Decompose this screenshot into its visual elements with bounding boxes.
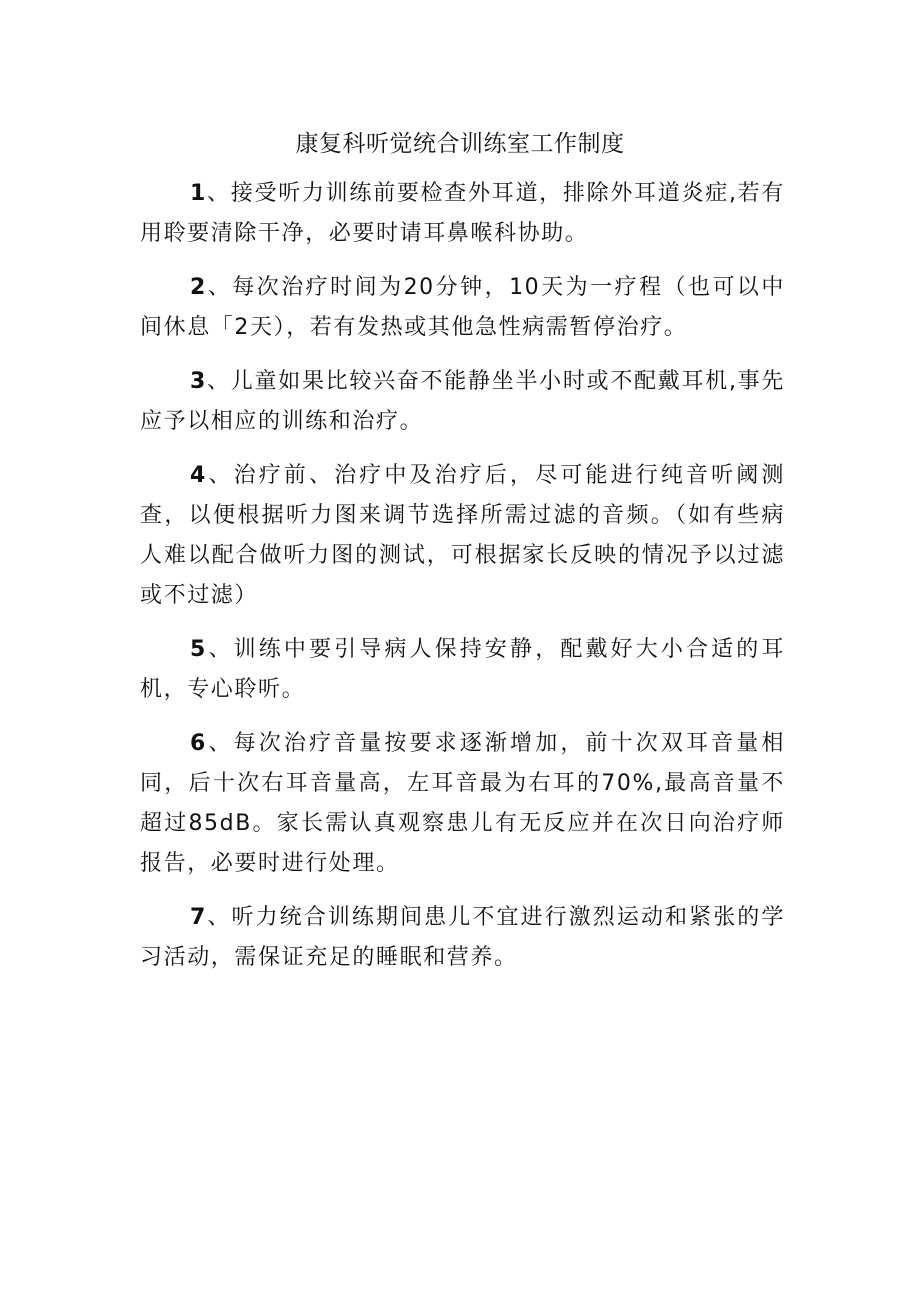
rule-number: 1 [190, 181, 207, 206]
rule-number: 3 [190, 369, 207, 394]
rule-text: 、每次治疗音量按要求逐渐增加，前十次双耳音量相同，后十次右耳音量高，左耳音最为右耳的70%,最高音量不超过85dB。家长需认真观察患儿有无反应并在次日向治疗师报告，必要时进行处理。 [140, 731, 785, 876]
rule-paragraph-7 [140, 898, 785, 978]
rule-paragraph-5 [140, 630, 785, 710]
rule-text: 、接受听力训练前要检查外耳道，排除外耳道炎症,若有用聆要清除干净，必要时请耳鼻喉科协助。 [140, 181, 785, 246]
rule-number: 6 [190, 731, 207, 756]
document-body [140, 174, 785, 992]
rule-paragraph-6 [140, 724, 785, 884]
rule-text: 、每次治疗时间为20分钟，10天为一疗程（也可以中间休息「2天），若有发热或其他急性病需暂停治疗。 [140, 275, 785, 340]
rule-text: 、听力统合训练期间患儿不宜进行激烈运动和紧张的学习活动，需保证充足的睡眠和营养。 [140, 905, 785, 970]
document-title: 康复科听觉统合训练室工作制度 [295, 131, 625, 157]
rule-paragraph-2 [140, 268, 785, 348]
rule-number: 7 [190, 905, 207, 930]
rule-text: 、儿童如果比较兴奋不能静坐半小时或不配戴耳机,事先应予以相应的训练和治疗。 [140, 369, 785, 434]
rule-number: 2 [190, 275, 207, 300]
rule-paragraph-3 [140, 362, 785, 442]
rule-number: 5 [190, 637, 207, 662]
rule-number: 4 [190, 463, 207, 488]
rule-text: 、训练中要引导病人保持安静，配戴好大小合适的耳机，专心聆听。 [140, 637, 785, 702]
rule-paragraph-1 [140, 174, 785, 254]
rule-text: 、治疗前、治疗中及治疗后，尽可能进行纯音听阈测查，以便根据听力图来调节选择所需过滤的音频。（如有些病人难以配合做听力图的测试，可根据家长反映的情况予以过滤或不过滤） [140, 463, 785, 608]
rule-paragraph-4 [140, 456, 785, 616]
